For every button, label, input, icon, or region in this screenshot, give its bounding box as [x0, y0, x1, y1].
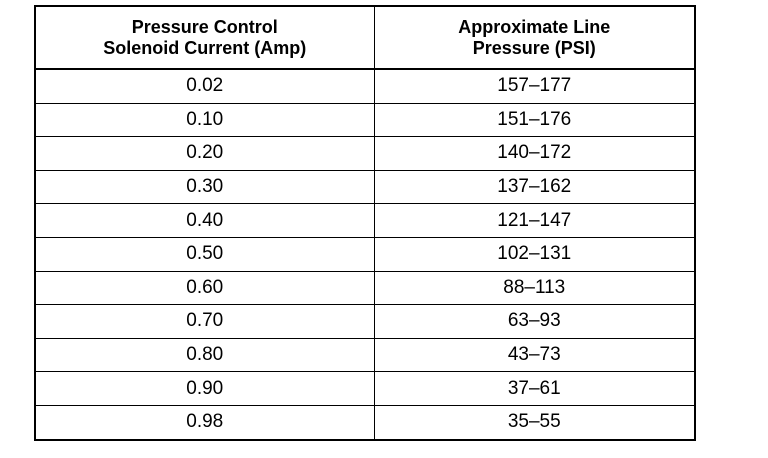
table-row	[36, 204, 694, 238]
solenoid-current-cell: 0.20	[36, 137, 374, 171]
solenoid-current-cell: 0.40	[36, 204, 374, 238]
table-header	[36, 7, 694, 69]
solenoid-current-cell: 0.98	[36, 405, 374, 438]
pressure-table-container	[34, 5, 696, 441]
header-solenoid-current-line1: Pressure Control	[131, 16, 278, 37]
pressure-table	[36, 7, 694, 439]
line-pressure-cell: 88–113	[374, 271, 694, 305]
table-row	[36, 372, 694, 406]
solenoid-current-cell: 0.02	[36, 69, 374, 103]
line-pressure-cell: 102–131	[374, 237, 694, 271]
solenoid-current-cell: 0.30	[36, 170, 374, 204]
solenoid-current-cell: 0.60	[36, 271, 374, 305]
line-pressure-cell: 137–162	[374, 170, 694, 204]
table-row	[36, 170, 694, 204]
table-row	[36, 103, 694, 137]
header-solenoid-current	[36, 7, 374, 69]
table-row	[36, 338, 694, 372]
line-pressure-cell: 43–73	[374, 338, 694, 372]
line-pressure-cell: 157–177	[374, 69, 694, 103]
table-row	[36, 305, 694, 339]
line-pressure-cell: 37–61	[374, 372, 694, 406]
table-row	[36, 405, 694, 438]
line-pressure-cell: 140–172	[374, 137, 694, 171]
solenoid-current-cell: 0.80	[36, 338, 374, 372]
table-row	[36, 69, 694, 103]
table-body	[36, 69, 694, 439]
solenoid-current-cell: 0.90	[36, 372, 374, 406]
header-solenoid-current-line2: Solenoid Current (Amp)	[103, 37, 307, 58]
header-line-pressure	[374, 7, 694, 69]
line-pressure-cell: 151–176	[374, 103, 694, 137]
solenoid-current-cell: 0.70	[36, 305, 374, 339]
line-pressure-cell: 121–147	[374, 204, 694, 238]
header-line-pressure-line1: Approximate Line	[458, 16, 611, 37]
line-pressure-cell: 63–93	[374, 305, 694, 339]
solenoid-current-cell: 0.50	[36, 237, 374, 271]
solenoid-current-cell: 0.10	[36, 103, 374, 137]
table-row	[36, 237, 694, 271]
table-row	[36, 137, 694, 171]
line-pressure-cell: 35–55	[374, 405, 694, 438]
header-line-pressure-line2: Pressure (PSI)	[472, 37, 596, 58]
table-row	[36, 271, 694, 305]
header-row	[36, 7, 694, 69]
